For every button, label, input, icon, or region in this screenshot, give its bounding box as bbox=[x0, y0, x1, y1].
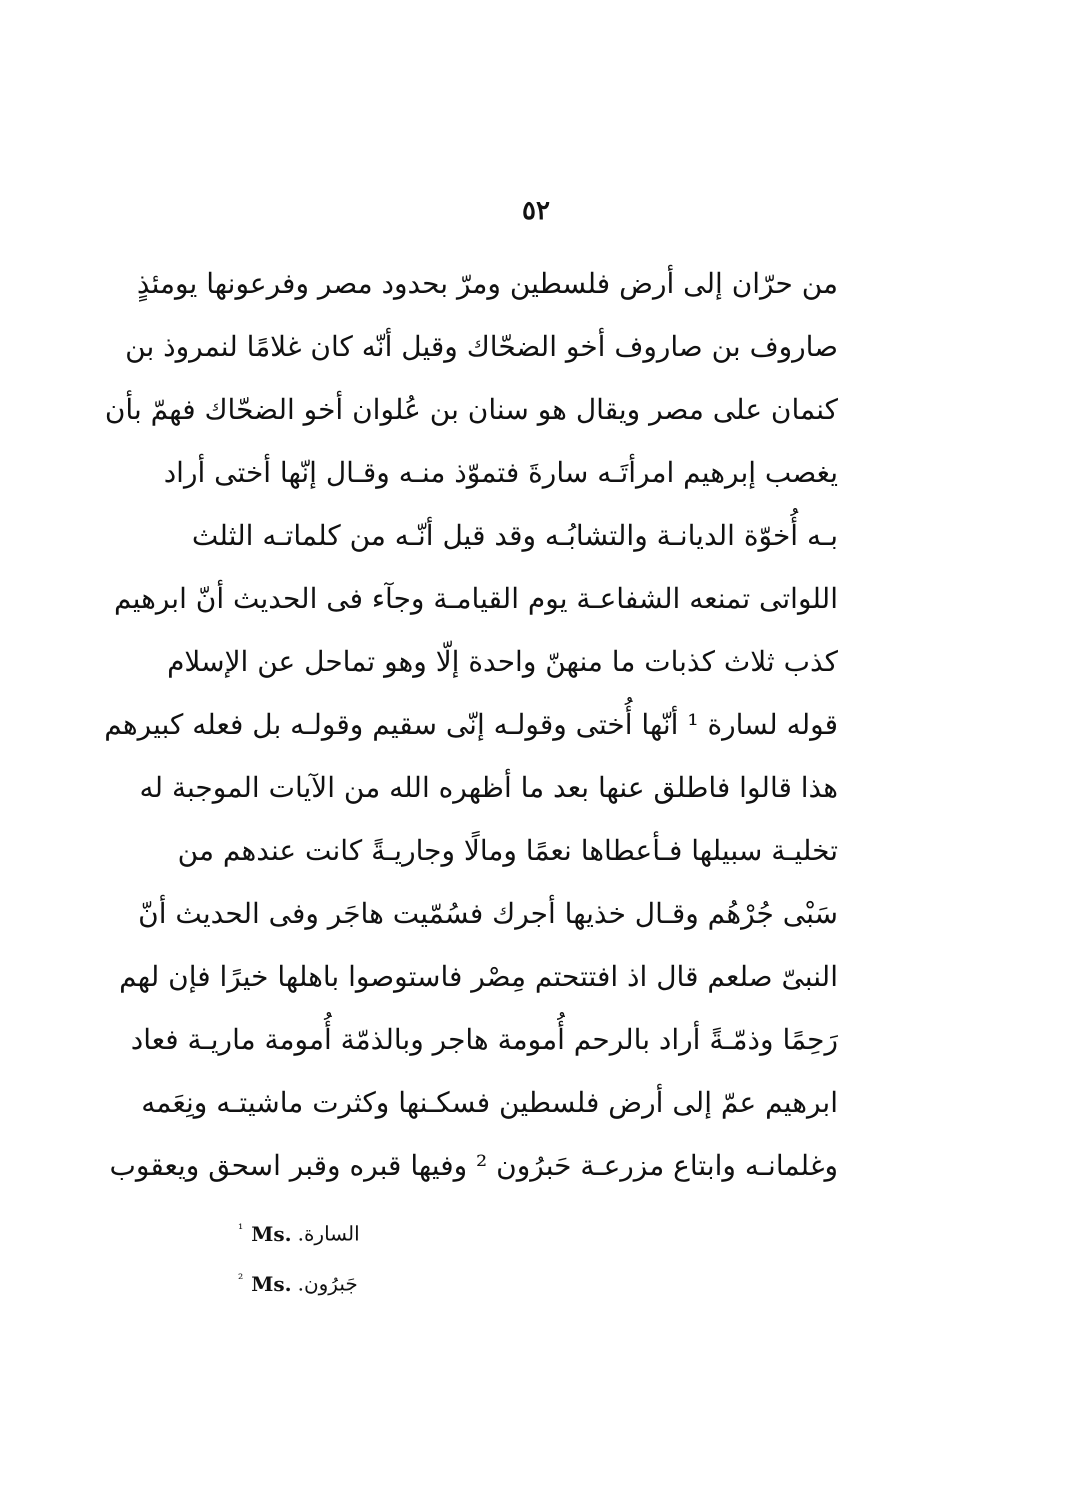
text-line: صاروف بن صاروف أخو الضحّاك وقيل أنّه كان غلامًا لنمروذ بن bbox=[125, 330, 838, 363]
text-line: كنمان على مصر ويقال هو سنان بن عُلوان أخو الضحّاك فهمّ بأن bbox=[104, 393, 838, 426]
footnote-1 bbox=[238, 1205, 638, 1255]
footnote-number: ¹ bbox=[238, 1222, 244, 1237]
footnote-label: Ms. bbox=[251, 1271, 292, 1296]
text-line: وغلمانـه وابتاع مزرعـة حَبرُون ² وفيها قبره وقبر اسحق ويعقوب bbox=[109, 1149, 838, 1182]
text-line: النبىّ صلعم قال اذ افتتحتم مِصْر فاستوصوا باهلها خيرًا فإن لهم bbox=[119, 960, 838, 993]
footnote-text: جَبرُون. bbox=[297, 1271, 358, 1296]
text-line: سَبْى جُرْهُم وقـال خذيها أجرك فسُمّيت هاجَر وفى الحديث أنّ bbox=[138, 897, 838, 930]
text-line: اللواتى تمنعه الشفاعـة يوم القيامـة وجآء فى الحديث أنّ ابرهيم bbox=[113, 582, 838, 615]
text-line: ابرهيم عمّ إلى أرض فلسطين فسكـنها وكثرت ماشيتـه ونِعَمه bbox=[141, 1086, 838, 1119]
text-line: هذا قالوا فاطلق عنها بعد ما أظهره الله من الآيات الموجبة له bbox=[139, 771, 838, 804]
footnote-number: ² bbox=[238, 1272, 244, 1287]
main-text bbox=[104, 252, 838, 1197]
footnote-2 bbox=[238, 1255, 638, 1305]
footnote-label: Ms. bbox=[251, 1221, 292, 1246]
page-number: ٥٢ bbox=[522, 196, 550, 226]
text-line: قوله لسارة ¹ أنّها أُختى وقولـه إنّى سقيم وقولـه بل فعله كبيرهم bbox=[104, 708, 838, 741]
text-line: من حرّان إلى أرض فلسطين ومرّ بحدود مصر وفرعونها يومئذٍ bbox=[136, 267, 838, 300]
footnotes bbox=[238, 1205, 638, 1305]
text-line: بـه أُخوّة الديانـة والتشابُـه وقد قيل أنّـه من كلماتـه الثلث bbox=[191, 519, 838, 552]
text-line: رَحِمًا وذمّـةً أراد بالرحم أُمومة هاجر وبالذمّة أُمومة ماريـة فعاد bbox=[130, 1023, 838, 1056]
footnote-text: السارة. bbox=[297, 1221, 360, 1246]
text-line: يغصب إبرهيم امرأتَـه سارةَ فتموّذ منـه وقـال إنّها أختى أراد bbox=[163, 456, 838, 489]
text-line: تخليـة سبيلها فـأعطاها نعمًا ومالًا وجاريـةً كانت عندهم من bbox=[177, 834, 838, 867]
text-line: كذب ثلاث كذبات ما منهنّ واحدة إلّا وهو تماحل عن الإسلام bbox=[167, 645, 838, 678]
